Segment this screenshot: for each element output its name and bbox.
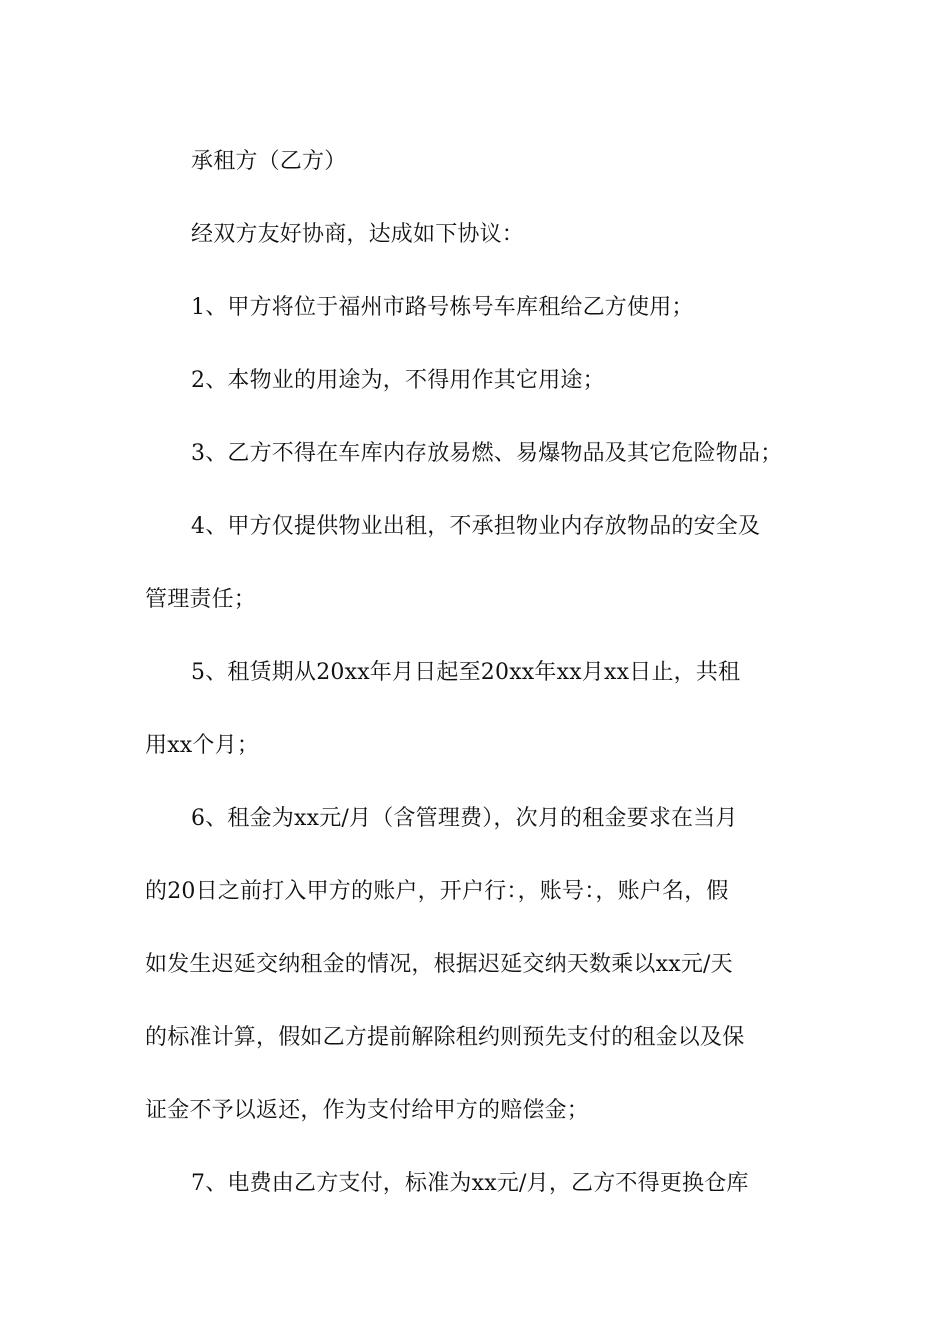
- clause-1: 1、甲方将位于福州市路号栋号车库租给乙方使用；: [191, 295, 694, 320]
- clause-6-line-5: 证金不予以返还，作为支付给甲方的赔偿金；: [145, 1098, 590, 1123]
- clause-6-line-2: 的20日之前打入甲方的账户，开户行：，账号：，账户名，假: [145, 879, 729, 904]
- clause-6-line-3: 如发生迟延交纳租金的情况，根据迟延交纳天数乘以xx元/天: [145, 952, 733, 977]
- clause-7-line-1: 7、电费由乙方支付，标准为xx元/月，乙方不得更换仓库: [191, 1171, 749, 1196]
- clause-3: 3、乙方不得在车库内存放易燃、易爆物品及其它危险物品；: [191, 441, 783, 466]
- clause-6-line-1: 6、租金为xx元/月（含管理费），次月的租金要求在当月: [191, 806, 738, 831]
- clause-2: 2、本物业的用途为，不得用作其它用途；: [191, 368, 605, 393]
- clause-4-line-2: 管理责任；: [145, 587, 257, 612]
- clause-6-line-4: 的标准计算，假如乙方提前解除租约则预先支付的租金以及保: [145, 1025, 745, 1050]
- clause-5-line-2: 用xx个月；: [145, 733, 260, 758]
- document-body: [145, 125, 810, 1220]
- clause-5-line-1: 5、租赁期从20xx年月日起至20xx年xx月xx日止，共租: [191, 660, 741, 685]
- paragraph-lessee: 承租方（乙方）: [191, 149, 347, 174]
- clause-4-line-1: 4、甲方仅提供物业出租，不承担物业内存放物品的安全及: [191, 514, 761, 539]
- paragraph-agreement-intro: 经双方友好协商，达成如下协议：: [191, 222, 525, 247]
